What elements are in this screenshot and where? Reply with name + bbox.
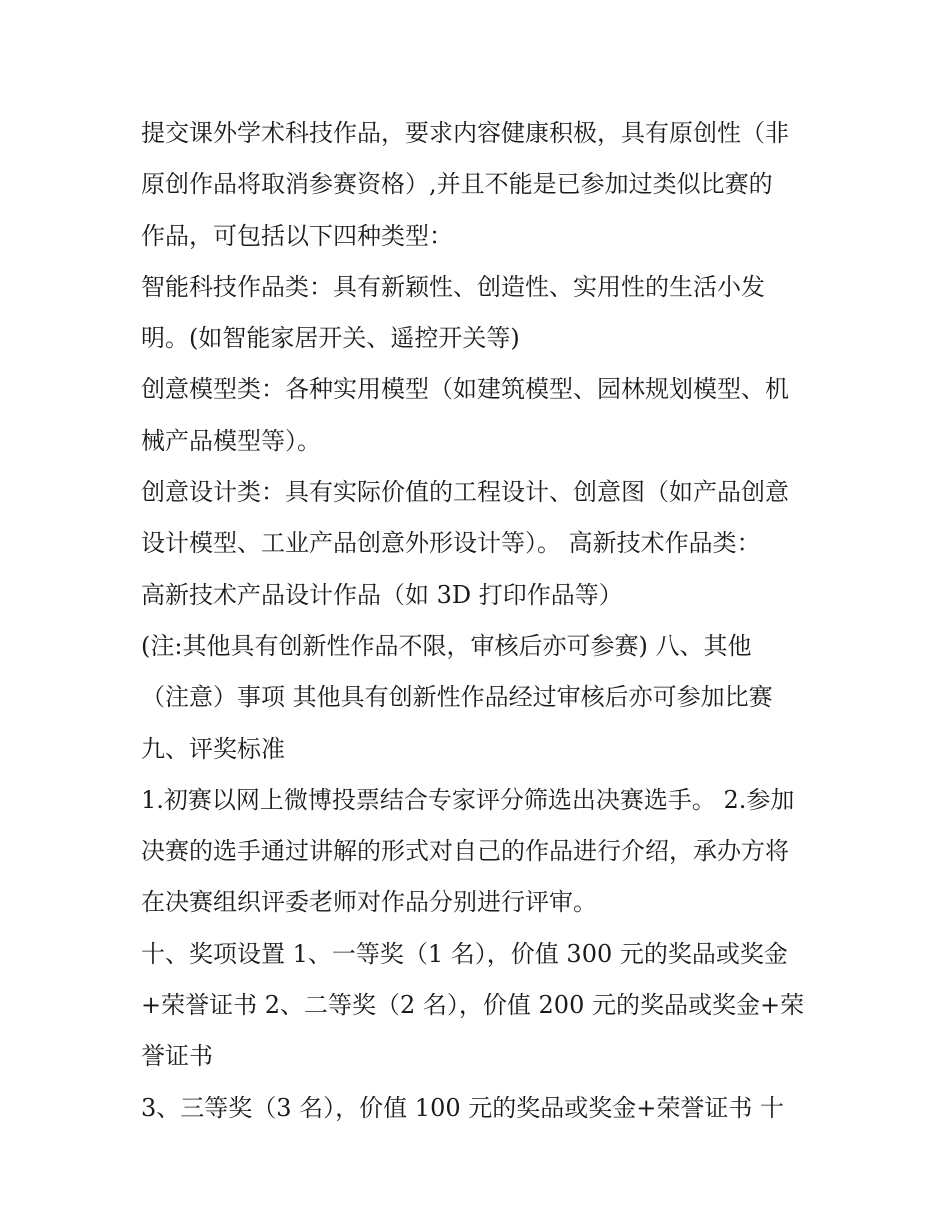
text-line: 智能科技作品类：具有新颖性、创造性、实用性的生活小发	[141, 272, 765, 301]
text-line: 设计模型、工业产品创意外形设计等）。 高新技术作品类：	[141, 529, 761, 558]
text-line: 决赛的选手通过讲解的形式对自己的作品进行介绍，承办方将	[141, 837, 789, 866]
document-body	[141, 108, 831, 1134]
text-line: 原创作品将取消参赛资格）,并且不能是已参加过类似比赛的	[141, 170, 773, 199]
text-line: 十、奖项设置 1、一等奖（1 名），价值 300 元的奖品或奖金	[141, 939, 788, 968]
text-line: 械产品模型等）。	[141, 426, 321, 455]
text-line: 明。(如智能家居开关、遥控开关等)	[141, 324, 520, 353]
text-line: 创意模型类：各种实用模型（如建筑模型、园林规划模型、机	[141, 375, 789, 404]
text-line: (注:其他具有创新性作品不限，审核后亦可参赛) 八、其他	[141, 631, 752, 660]
text-line: 在决赛组织评委老师对作品分别进行评审。	[141, 888, 597, 917]
section-heading: 九、评奖标准	[141, 734, 285, 763]
text-line: 创意设计类：具有实际价值的工程设计、创意图（如产品创意	[141, 478, 789, 507]
text-line: 作品，可包括以下四种类型：	[141, 221, 453, 250]
text-line: （注意）事项 其他具有创新性作品经过审核后亦可参加比赛	[141, 683, 773, 712]
text-line: 高新技术产品设计作品（如 3D 打印作品等）	[141, 580, 623, 609]
text-line: 1.初赛以网上微博投票结合专家评分筛选出决赛选手。 2.参加	[141, 785, 795, 814]
text-line: 提交课外学术科技作品，要求内容健康积极，具有原创性（非	[141, 119, 789, 147]
text-line: +荣誉证书 2、二等奖（2 名），价值 200 元的奖品或奖金+荣	[141, 991, 805, 1020]
text-line: 3、三等奖（3 名），价值 100 元的奖品或奖金+荣誉证书 十	[141, 1093, 784, 1122]
text-line: 誉证书	[141, 1042, 213, 1071]
